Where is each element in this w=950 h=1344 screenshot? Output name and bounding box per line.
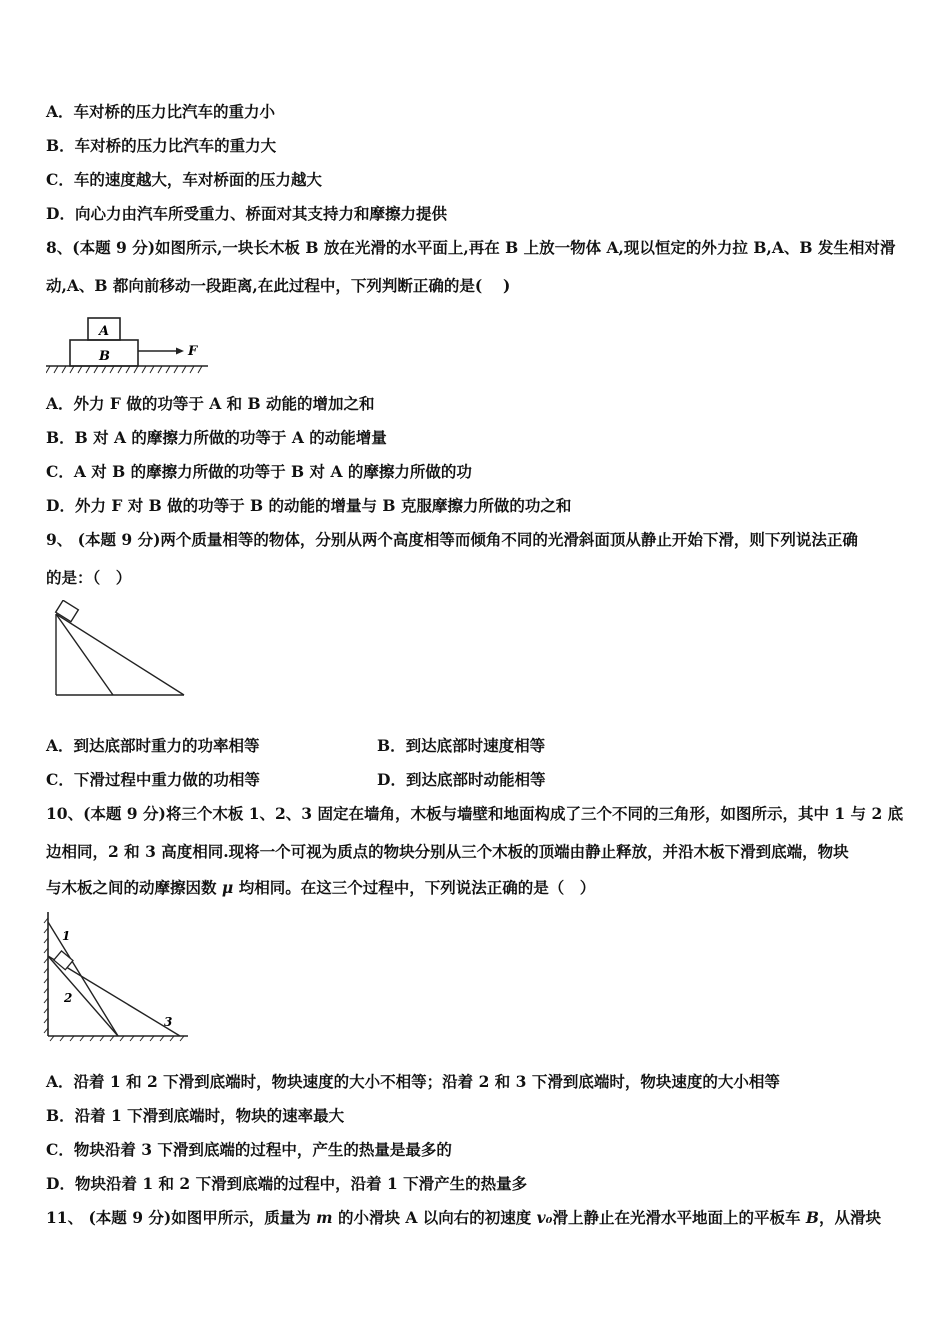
q9-stem-line1: 9、 (本题 9 分)两个质量相等的物体，分别从两个高度相等而倾角不同的光滑斜面顶从静止开始下滑，则下列说法正确 xyxy=(46,530,858,549)
q11-stem-pre: 11、 (本题 9 分)如图甲所示，质量为 xyxy=(46,1208,311,1227)
q11-stem-post: ，从滑块 xyxy=(819,1208,882,1227)
q8-stem-line2: 动,A、B 都向前移动一段距离,在此过程中，下列判断正确的是( ) xyxy=(46,276,511,295)
q10-stem-line3-pre: 与木板之间的动摩擦因数 xyxy=(46,878,217,897)
q9-stem-line2: 的是：（ ） xyxy=(46,568,132,587)
q10-option-a: A．沿着 1 和 2 下滑到底端时，物块速度的大小不相等；沿着 2 和 3 下滑到底端时，物块速度的大小相等 xyxy=(46,1072,780,1091)
q10-stem-line3-post: 均相同。在这三个过程中，下列说法正确的是（ ） xyxy=(238,878,596,897)
q8-figure-blocks xyxy=(46,314,216,376)
q8-option-d: D．外力 F 对 B 做的功等于 B 的动能的增量与 B 克服摩擦力所做的功之和 xyxy=(46,496,572,515)
q10-figure-boards xyxy=(42,910,192,1042)
q10-option-c: C．物块沿着 3 下滑到底端的过程中，产生的热量是最多的 xyxy=(46,1140,452,1159)
board-label-1: 1 xyxy=(62,929,71,943)
q8-option-a: A．外力 F 做的功等于 A 和 B 动能的增加之和 xyxy=(46,394,375,413)
q9-option-b: B．到达底部时速度相等 xyxy=(377,736,546,755)
board-2 xyxy=(48,956,118,1036)
mu-symbol: μ xyxy=(221,878,234,897)
q8-option-c: C．A 对 B 的摩擦力所做的功等于 B 对 A 的摩擦力所做的功 xyxy=(46,462,472,481)
q7-option-c: C．车的速度越大，车对桥面的压力越大 xyxy=(46,170,322,189)
q9-figure-inclines xyxy=(50,600,190,700)
label-f: F xyxy=(188,344,198,359)
q10-stem-line3 xyxy=(46,878,595,898)
q10-option-d: D．物块沿着 1 和 2 下滑到底端的过程中，沿着 1 下滑产生的热量多 xyxy=(46,1174,528,1193)
q7-option-a: A．车对桥的压力比汽车的重力小 xyxy=(46,102,276,121)
q9-option-c: C．下滑过程中重力做的功相等 xyxy=(46,770,260,789)
board-label-2: 2 xyxy=(64,991,73,1005)
label-a: A xyxy=(99,324,110,339)
q7-option-b: B．车对桥的压力比汽车的重力大 xyxy=(46,136,277,155)
q7-option-d: D．向心力由汽车所受重力、桥面对其支持力和摩擦力提供 xyxy=(46,204,447,223)
q10-stem-line2: 边相同，2 和 3 高度相同.现将一个可视为质点的物块分别从三个木板的顶端由静止释放，并沿木板下滑到底端，物块 xyxy=(46,842,849,861)
q10-option-b: B．沿着 1 下滑到底端时，物块的速率最大 xyxy=(46,1106,345,1125)
q9-option-a: A．到达底部时重力的功率相等 xyxy=(46,736,260,755)
board-label-3: 3 xyxy=(164,1015,173,1029)
q11-mass-symbol: m xyxy=(316,1208,333,1227)
q9-option-d: D．到达底部时动能相等 xyxy=(377,770,546,789)
q10-stem-line1: 10、(本题 9 分)将三个木板 1、2、3 固定在墙角，木板与墙壁和地面构成了三个不同的三角形，如图所示，其中 1 与 2 底 xyxy=(46,804,904,823)
board-1 xyxy=(48,922,118,1036)
q8-stem-line1: 8、(本题 9 分)如图所示,一块长木板 B 放在光滑的水平面上,再在 B 上放一物体 A,现以恒定的外力拉 B,A、B 发生相对滑 xyxy=(46,238,896,257)
q11-stem xyxy=(46,1208,906,1228)
q8-option-b: B．B 对 A 的摩擦力所做的功等于 A 的动能增量 xyxy=(46,428,387,447)
q11-stem-mid: 的小滑块 A 以向右的初速度 xyxy=(337,1208,532,1227)
q11-cart-symbol: B xyxy=(805,1208,819,1227)
q11-velocity-symbol: v₀ xyxy=(536,1208,553,1227)
label-b: B xyxy=(99,349,110,364)
q11-stem-mid2: 滑上静止在光滑水平地面上的平板车 xyxy=(552,1208,801,1227)
